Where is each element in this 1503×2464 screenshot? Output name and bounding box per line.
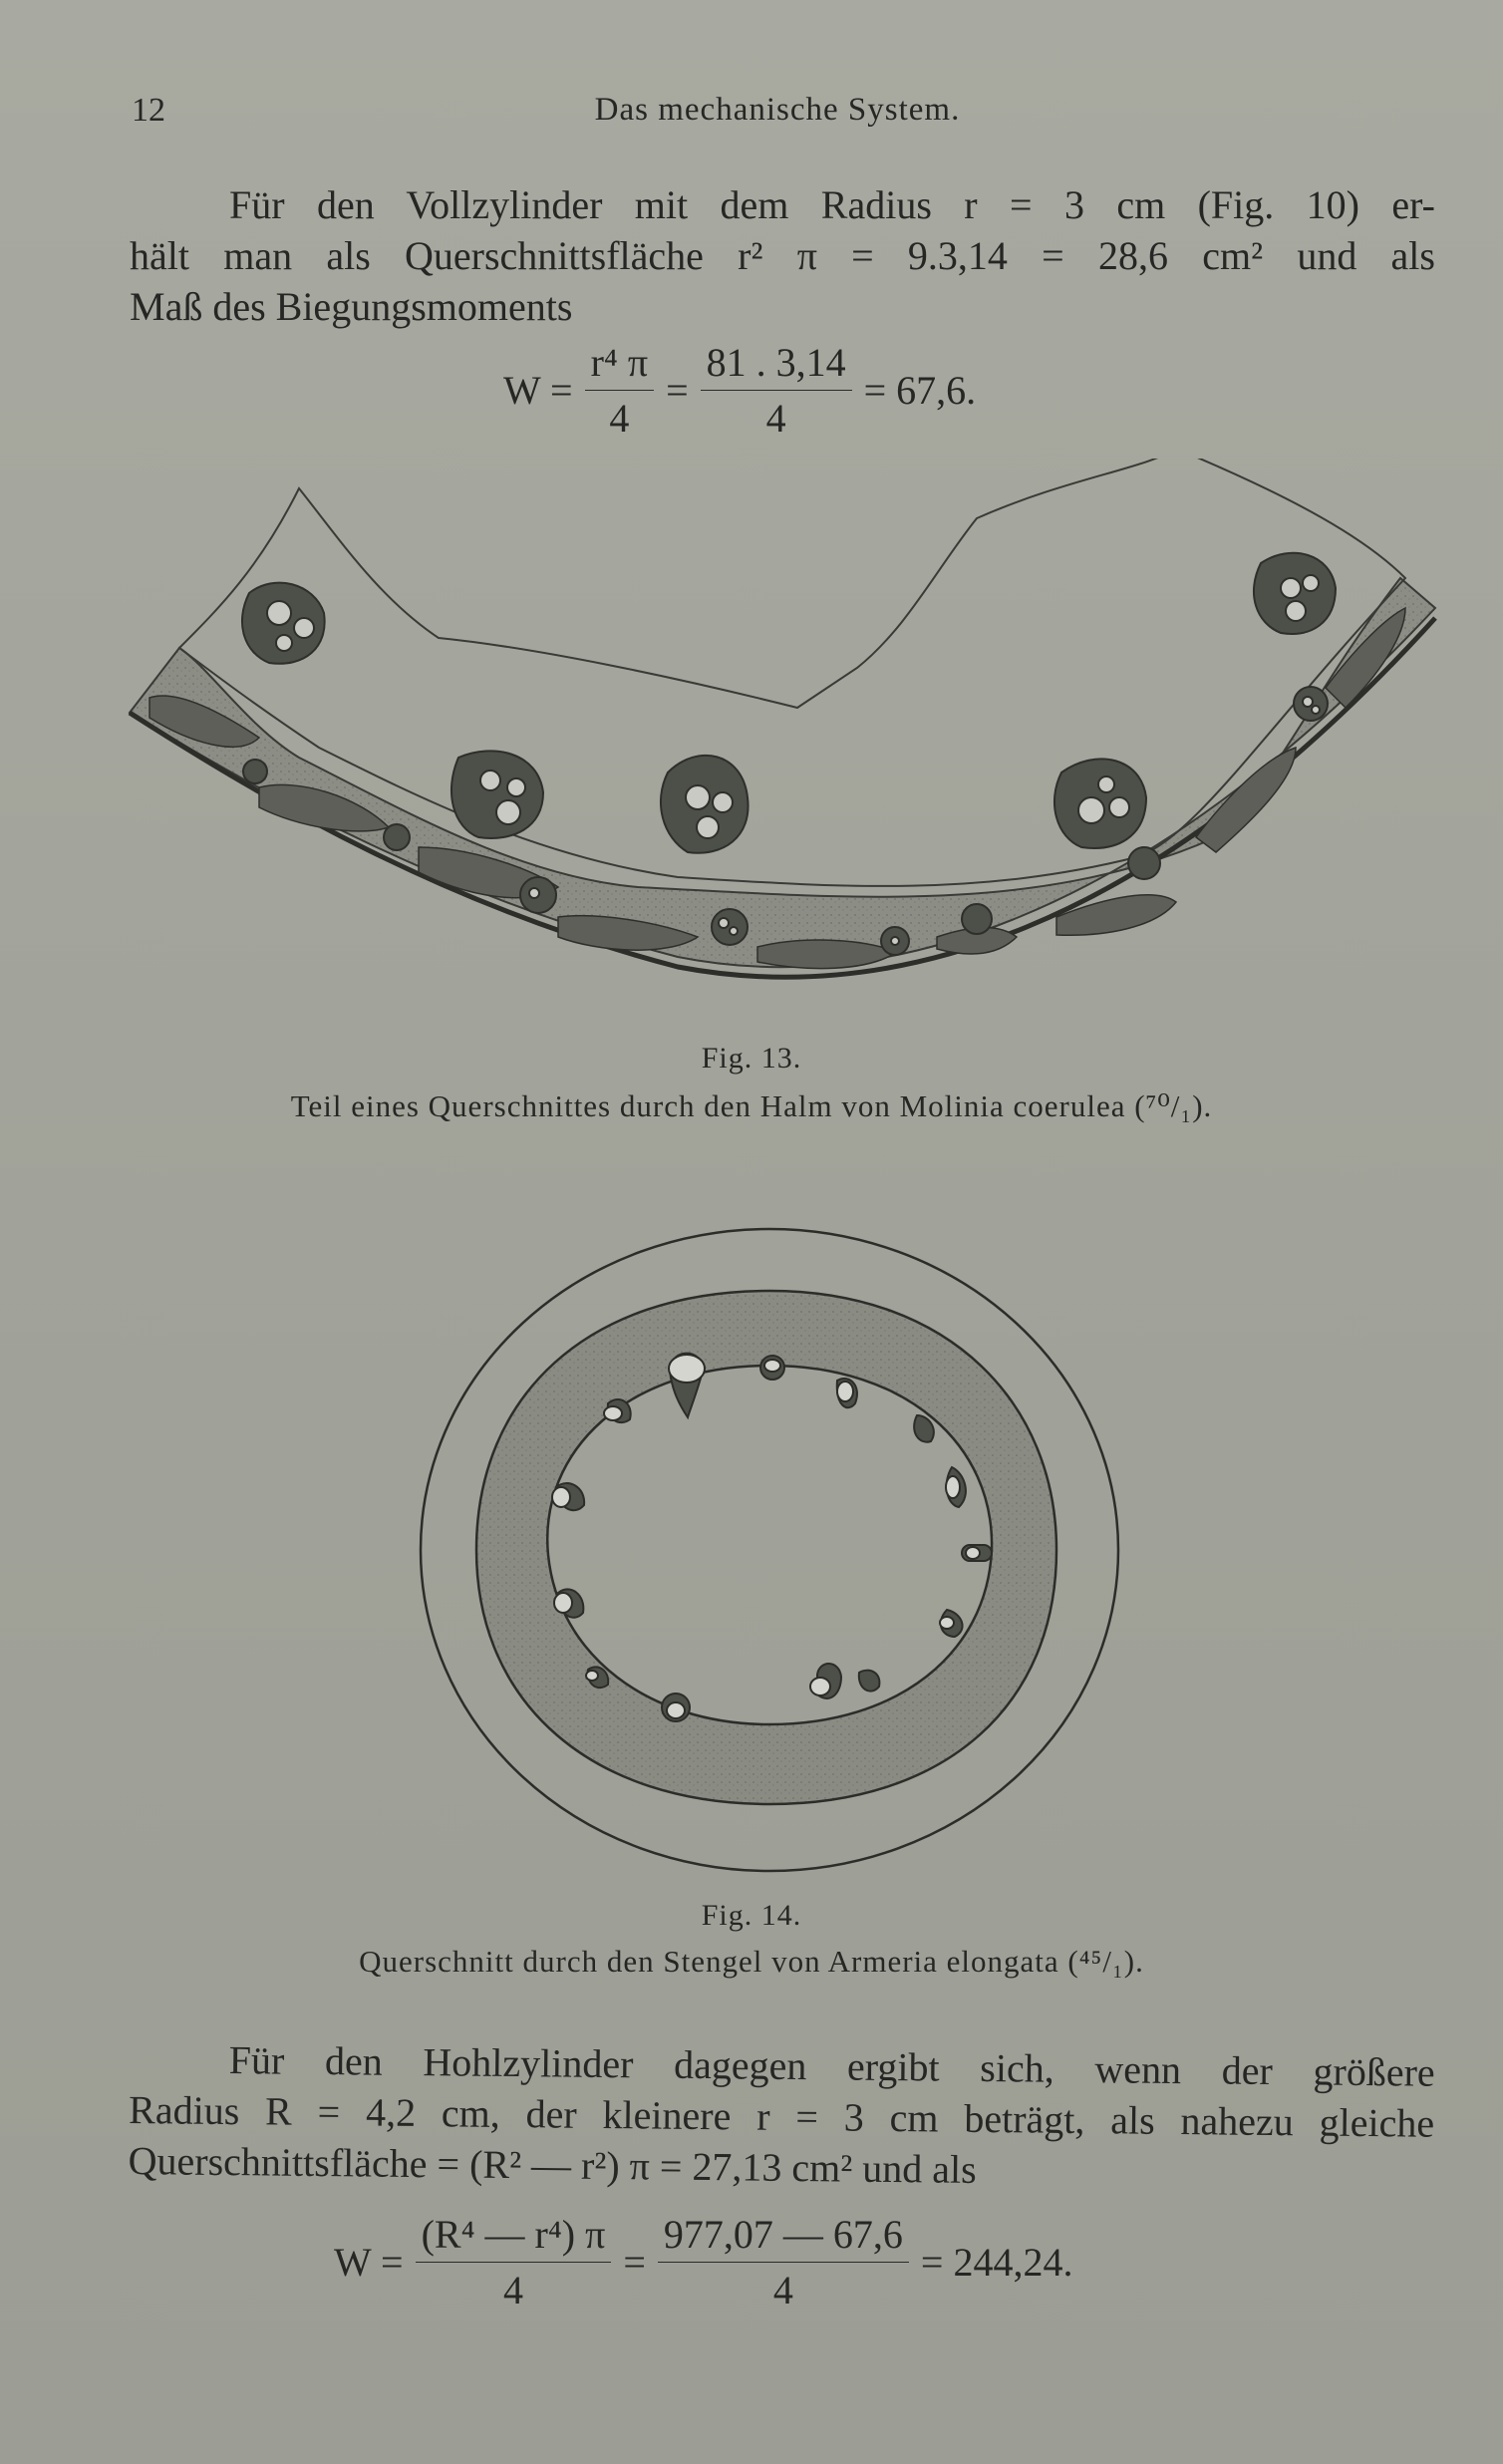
paragraph-line: hält man als Querschnittsfläche r² π = 9.3,14 = 28,6 cm² und als (130, 233, 1435, 278)
tissue-ring (130, 578, 1435, 967)
fraction-numerator: (R⁴ — r⁴) π (416, 2211, 612, 2263)
formula-fraction (658, 2211, 909, 2313)
formula-vollzylinder (503, 339, 976, 442)
formula-lhs: W = (334, 2240, 404, 2285)
formula-fraction (585, 339, 654, 442)
page-number: 12 (132, 92, 165, 129)
paragraph-line: Querschnittsfläche = (R² — r²) π = 27,13 cm² und als (128, 2137, 977, 2192)
formula-lhs: W = (503, 368, 573, 413)
figure-14-illustration (409, 1206, 1126, 1884)
running-head: Das mechanische System. (594, 92, 961, 128)
formula-fraction (701, 339, 852, 442)
fraction-numerator: r⁴ π (585, 339, 654, 391)
formula-result: = 67,6. (863, 368, 977, 413)
figure-13-label: Fig. 13. (701, 1042, 802, 1075)
paragraph-line: Radius R = 4,2 cm, der kleinere r = 3 cm beträgt, als nahezu gleiche (128, 2086, 1435, 2146)
formula-equals: = (623, 2240, 646, 2285)
formula-hohlzylinder (334, 2211, 1072, 2313)
paragraph-vollzylinder (130, 179, 1435, 332)
figure-13-caption: Teil eines Querschnittes durch den Halm von Molinia coerulea (⁷⁰/₁). (290, 1088, 1213, 1123)
fraction-denominator: 4 (502, 2268, 523, 2312)
fraction-denominator: 4 (609, 396, 630, 441)
figure-14-label: Fig. 14. (701, 1899, 802, 1932)
paragraph-line: Maß des Biegungsmoments (130, 284, 573, 329)
formula-result: = 244,24. (920, 2240, 1073, 2285)
fraction-numerator: 81 . 3,14 (701, 339, 852, 391)
figure-14-caption: Querschnitt durch den Stengel von Armeria elongata (⁴⁵/₁). (359, 1944, 1144, 1979)
formula-equals: = (666, 368, 689, 413)
paragraph-line: Für den Vollzylinder mit dem Radius r = 3 cm (Fig. 10) er- (229, 182, 1435, 227)
figure-13-illustration (120, 459, 1445, 1017)
fraction-denominator: 4 (772, 2268, 793, 2312)
fraction-denominator: 4 (765, 396, 786, 441)
page-header (130, 92, 1425, 142)
formula-fraction (416, 2211, 612, 2313)
paragraph-hohlzylinder (128, 2033, 1435, 2200)
paragraph-line: Für den Hohlzylinder dagegen ergibt sich, wenn der größere (228, 2037, 1435, 2095)
fraction-numerator: 977,07 — 67,6 (658, 2211, 909, 2263)
